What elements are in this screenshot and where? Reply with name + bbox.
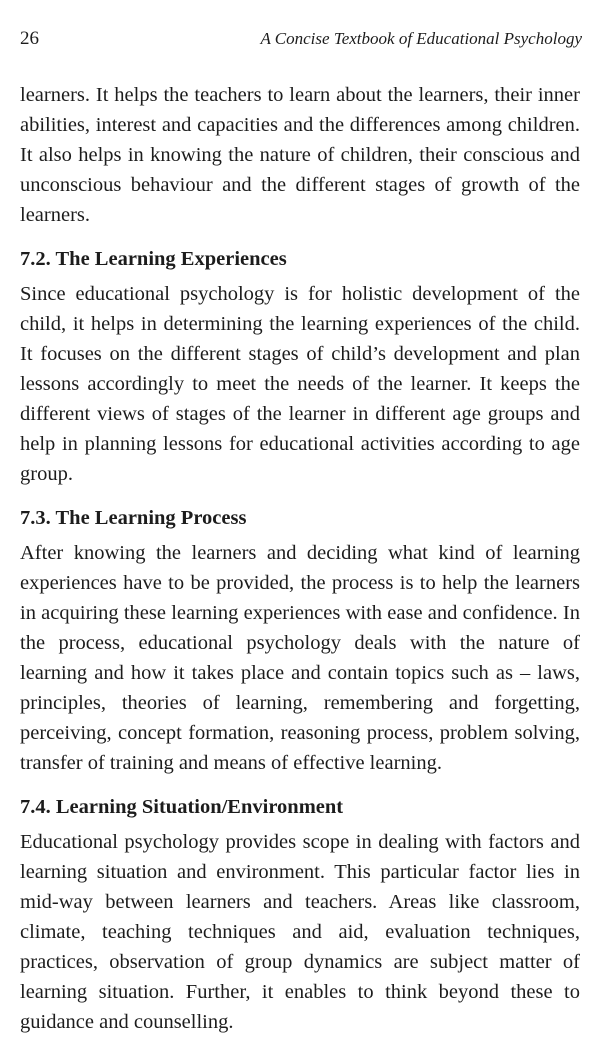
page-number: 26 xyxy=(20,28,39,49)
section-learning-situation xyxy=(20,778,580,1037)
book-title: A Concise Textbook of Educational Psychology xyxy=(260,29,582,48)
section-learning-experiences xyxy=(20,230,580,489)
section-paragraph: After knowing the learners and deciding what kind of learning experiences have to be provided, the process is to help the learners in acquiring these learning experiences with ease and confidence. In the process, educational psychology deals with the nature of learning and how it takes place and contain topics such as – laws, principles, theories of learning, remembering and forgetting, perceiving, concept formation, reasoning process, problem solving, transfer of training and means of effective learning. xyxy=(20,542,580,774)
section-paragraph: Since educational psychology is for holistic development of the child, it helps in determining the learning experiences of the child. It focuses on the different stages of child’s development and plan lessons accordingly to meet the needs of the learner. It keeps the different views of stages of the learner in different age groups and help in planning lessons for educational activities according to age group. xyxy=(20,283,580,485)
intro-paragraph: learners. It helps the teachers to learn about the learners, their inner abilities, interest and capacities and the differences among children. It also helps in knowing the nature of children, their conscious and unconscious behaviour and the different stages of growth of the learners. xyxy=(20,84,580,226)
section-heading: 7.4. Learning Situation/Environment xyxy=(20,796,344,818)
page-body xyxy=(20,80,580,1037)
section-heading: 7.2. The Learning Experiences xyxy=(20,248,287,270)
section-paragraph: Educational psychology provides scope in dealing with factors and learning situation and environment. This particular factor lies in mid-way between learners and teachers. Areas like classroom, climate, teaching techniques and aid, evaluation techniques, practices, observation of group dynamics are subject matter of learning situation. Further, it enables to think beyond these to guidance and counselling. xyxy=(20,831,580,1033)
section-heading: 7.3. The Learning Process xyxy=(20,507,247,529)
section-learning-process xyxy=(20,489,580,778)
running-head xyxy=(20,28,582,52)
